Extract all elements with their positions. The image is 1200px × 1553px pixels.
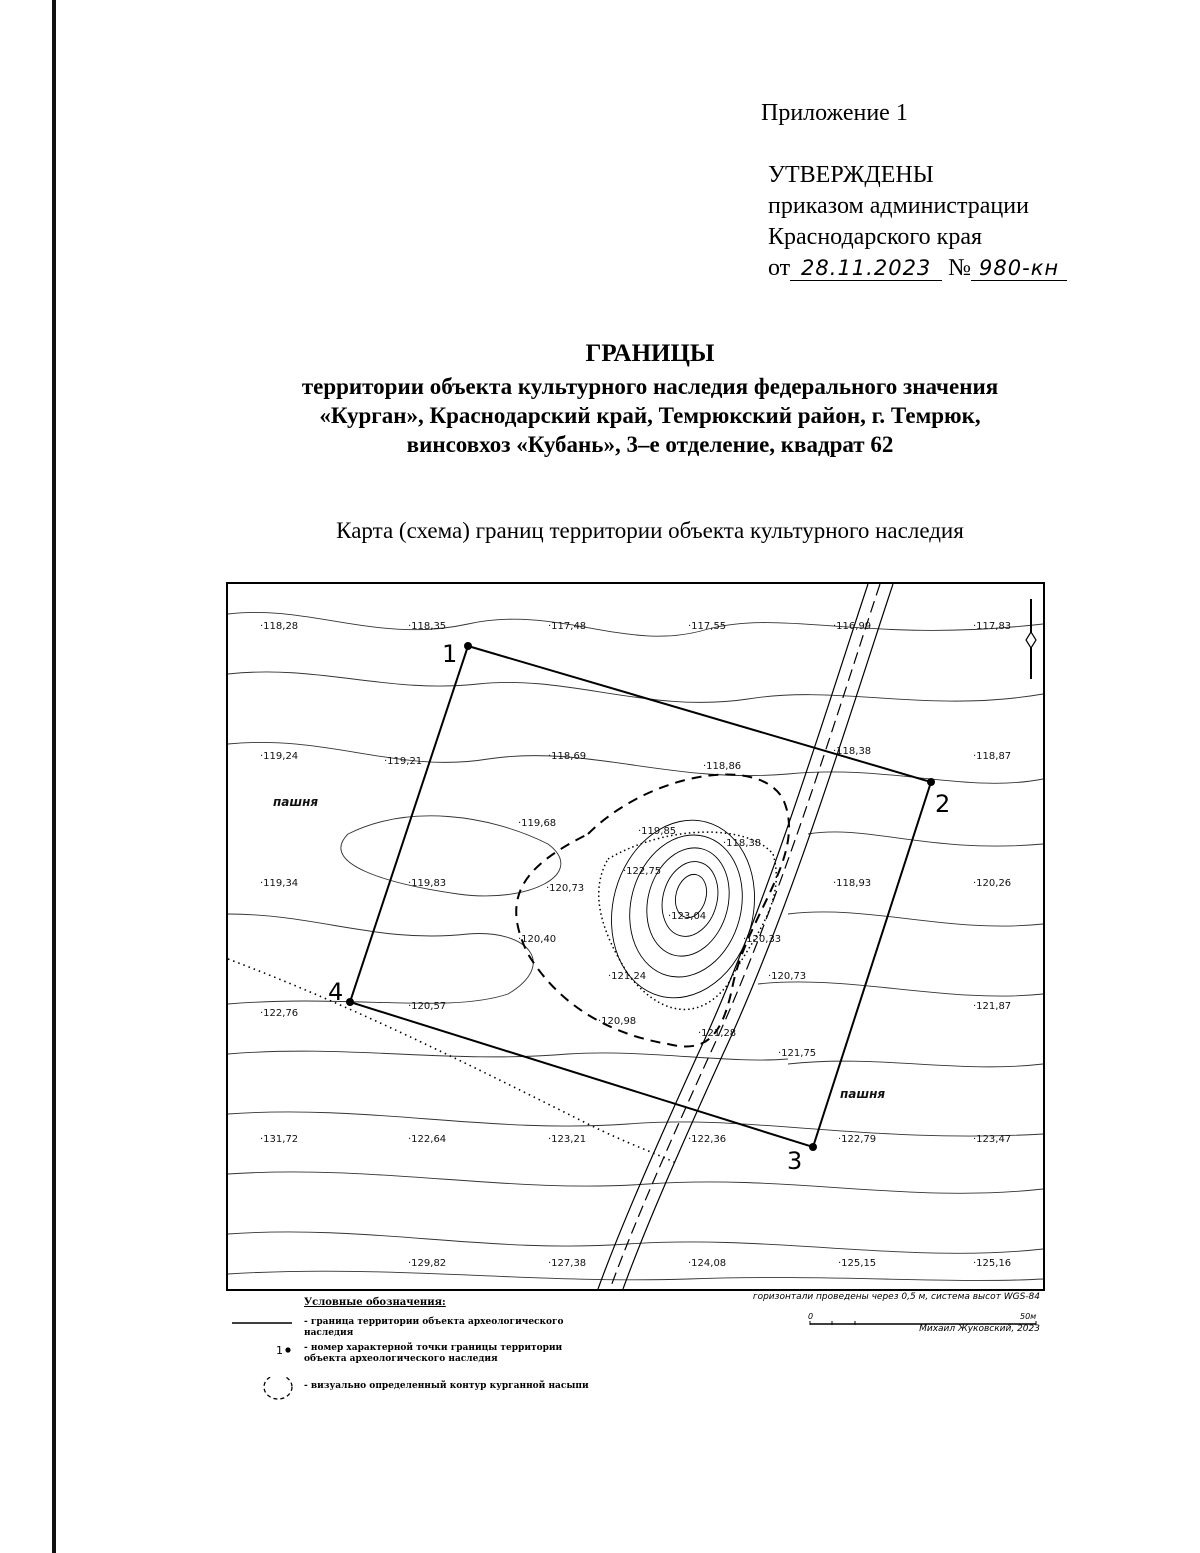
title-line-2: «Курган», Краснодарский край, Темрюкский район, г. Темрюк, xyxy=(319,403,981,428)
order-date-line xyxy=(768,253,1067,284)
territory-boundary xyxy=(350,646,931,1147)
elevation-mark: ·120,33 xyxy=(743,934,782,945)
elevation-mark: ·121,28 xyxy=(698,1028,737,1039)
legend-text-mound: - визуально определенный контур курганной насыпи xyxy=(304,1381,589,1391)
elevation-mark: ·117,55 xyxy=(688,621,727,632)
map-caption: Карта (схема) границ территории объекта культурного наследия xyxy=(336,518,964,543)
map-canvas xyxy=(228,584,1043,1289)
elevation-mark: ·120,57 xyxy=(408,1001,447,1012)
elevation-mark: ·123,21 xyxy=(548,1134,587,1145)
north-arrow-head-icon xyxy=(1026,632,1036,648)
boundary-point-label-2: 2 xyxy=(935,790,951,818)
elevation-mark: ·122,76 xyxy=(260,1008,299,1019)
elevation-mark: ·122,79 xyxy=(838,1134,877,1145)
land-use-label: пашня xyxy=(840,1087,886,1101)
date-prefix: от xyxy=(768,255,791,281)
boundary-line-icon xyxy=(230,1317,296,1337)
scale-start-label: 0 xyxy=(808,1312,814,1321)
title-line-3: винсовхоз «Кубань», 3–е отделение, квадрат 62 xyxy=(406,432,894,457)
elevation-mark: ·121,87 xyxy=(973,1001,1012,1012)
legend-text-point: - номер характерной точки границы территории объекта археологического наследия xyxy=(304,1343,563,1364)
elevation-mark: ·119,68 xyxy=(518,818,557,829)
elevation-mark: ·123,47 xyxy=(973,1134,1012,1145)
approved-heading: УТВЕРЖДЕНЫ xyxy=(768,162,934,188)
elevation-mark: ·118,69 xyxy=(548,751,587,762)
elevation-mark: ·118,87 xyxy=(973,751,1012,762)
elevation-mark: ·123,04 xyxy=(668,911,707,922)
title-main: ГРАНИЦЫ xyxy=(585,340,715,367)
boundary-point-1 xyxy=(464,642,472,650)
boundary-map xyxy=(226,582,1045,1291)
elevation-mark: ·118,38 xyxy=(833,746,872,757)
elevation-mark: ·122,36 xyxy=(688,1134,727,1145)
boundary-point-label-1: 1 xyxy=(442,640,458,668)
elevation-mark: ·119,83 xyxy=(408,878,447,889)
elevation-mark: ·118,93 xyxy=(833,878,872,889)
elevation-mark: ·125,15 xyxy=(838,1258,877,1269)
elevation-mark: ·121,75 xyxy=(778,1048,817,1059)
approval-block xyxy=(768,160,1067,284)
elevation-mark: ·131,72 xyxy=(260,1134,299,1145)
elevation-mark: ·118,86 xyxy=(703,761,742,772)
boundary-point-label-4: 4 xyxy=(328,978,344,1006)
elevation-mark: ·122,75 xyxy=(623,866,662,877)
title-line-1: территории объекта культурного наследия федерального значения xyxy=(301,374,999,399)
elevation-mark: ·121,24 xyxy=(608,971,647,982)
elevation-mark: ·119,34 xyxy=(260,878,299,889)
elevation-mark: ·116,99 xyxy=(833,621,872,632)
elevation-mark: ·119,21 xyxy=(384,756,423,767)
elevation-mark: ·120,98 xyxy=(598,1016,637,1027)
legend-point-number: 1 xyxy=(276,1344,283,1357)
mound-outline xyxy=(516,774,789,1046)
elevation-mark: ·124,08 xyxy=(688,1258,727,1269)
elevation-mark: ·120,73 xyxy=(768,971,807,982)
elevation-mark: ·118,38 xyxy=(723,838,762,849)
elevation-mark: ·119,85 xyxy=(638,826,677,837)
boundary-point-3 xyxy=(809,1143,817,1151)
number-prefix: № xyxy=(948,255,972,281)
legend-text-boundary: - граница территории объекта археологического наследия xyxy=(304,1317,564,1338)
elevation-mark: ·117,83 xyxy=(973,621,1012,632)
appendix-label: Приложение 1 xyxy=(761,100,908,126)
order-line-1: приказом администрации xyxy=(768,193,1029,219)
scale-end-label: 50м xyxy=(1020,1312,1037,1321)
elevation-mark: ·129,82 xyxy=(408,1258,447,1269)
elevation-mark: ·125,16 xyxy=(973,1258,1012,1269)
elevation-mark: ·120,73 xyxy=(546,883,585,894)
mound-contour-icon xyxy=(230,1377,296,1407)
elevation-mark: ·119,24 xyxy=(260,751,299,762)
elevation-mark: ·118,35 xyxy=(408,621,447,632)
elevation-mark: ·122,64 xyxy=(408,1134,447,1145)
elevation-mark: ·120,40 xyxy=(518,934,557,945)
document-title xyxy=(200,340,1100,459)
mound-contours xyxy=(592,804,774,1014)
map-author: Михаил Жуковский, 2023 xyxy=(919,1324,1040,1334)
boundary-point-label-3: 3 xyxy=(787,1147,803,1175)
order-date: 28.11.2023 xyxy=(790,256,942,281)
boundary-point-4 xyxy=(346,998,354,1006)
elevation-mark: ·127,38 xyxy=(548,1258,587,1269)
elevation-mark: ·120,26 xyxy=(973,878,1012,889)
order-line-2: Краснодарского края xyxy=(768,224,983,250)
boundary-point-2 xyxy=(927,778,935,786)
land-use-label: пашня xyxy=(273,795,319,809)
elevation-mark: ·117,48 xyxy=(548,621,587,632)
elevation-mark: ·118,28 xyxy=(260,621,299,632)
legend-title: Условные обозначения: xyxy=(304,1297,446,1308)
boundary-point-icon xyxy=(230,1343,296,1363)
order-number: 980-кн xyxy=(971,256,1067,281)
scan-edge xyxy=(52,0,56,1553)
contour-note: горизонтали проведены через 0,5 м, система высот WGS-84 xyxy=(752,1292,1040,1302)
